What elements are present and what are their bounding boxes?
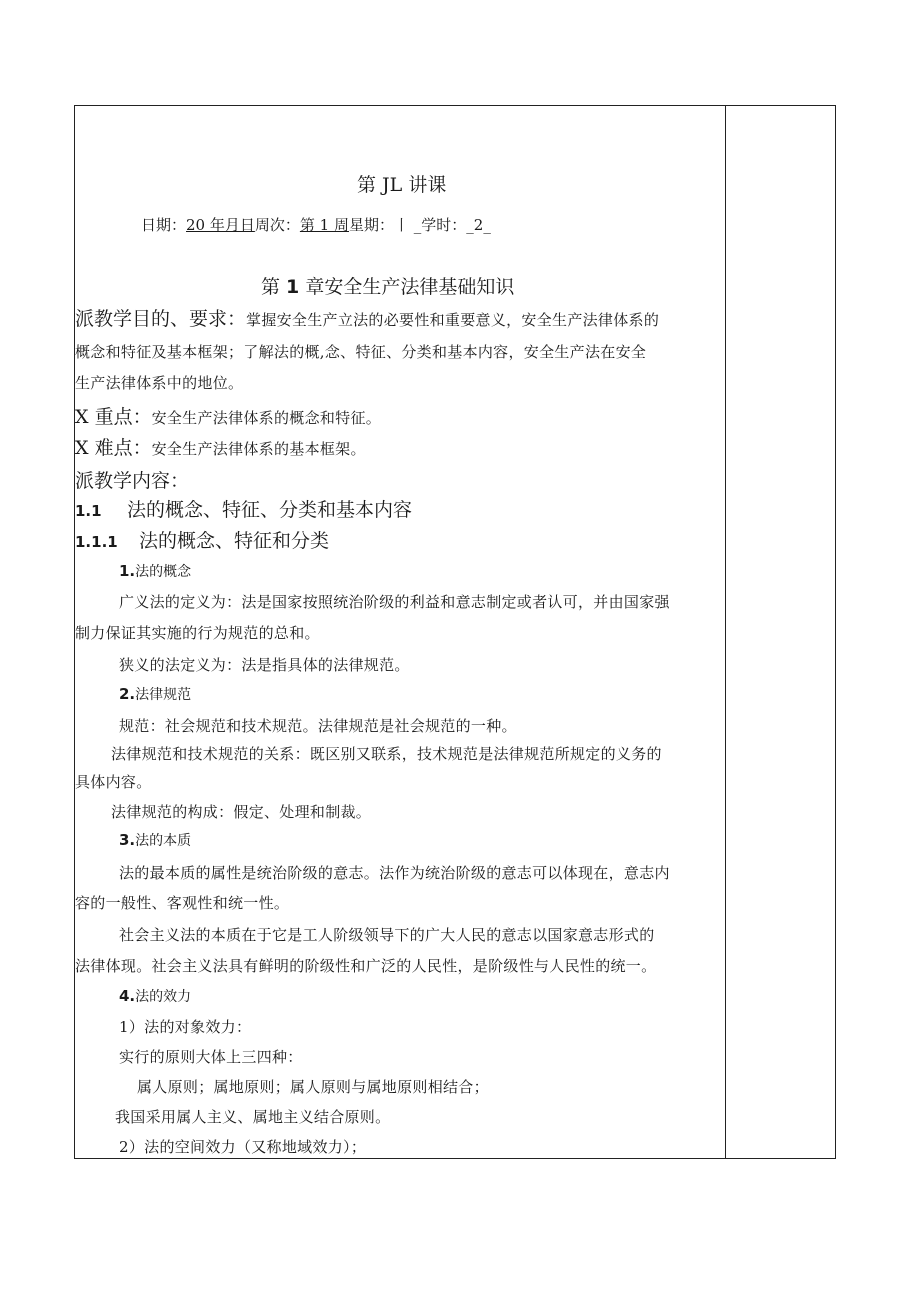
paragraph-1-line-2: 制力保证其实施的行为规范的总和。	[75, 624, 320, 642]
paragraph-10: 属人原则；属地原则；属人原则与属地原则相结合；	[137, 1078, 489, 1096]
objectives-label: 派教学目的、要求：	[75, 308, 247, 330]
heading-3	[119, 830, 191, 850]
objectives-line-1	[75, 304, 659, 331]
chapter-title	[261, 272, 514, 299]
week-label: 周次：	[254, 216, 300, 234]
difficult-point-text: 安全生产法律体系的基本框架。	[151, 440, 366, 458]
section-1-1-1	[75, 526, 329, 553]
key-point-label: X 重点：	[75, 406, 152, 428]
heading-3-number: 3.	[119, 831, 136, 849]
chapter-prefix: 第	[261, 276, 287, 298]
paragraph-9: 实行的原则大体上三四种：	[119, 1048, 303, 1066]
hours-value: _2_	[466, 216, 491, 234]
heading-1-title: 法的概念	[135, 564, 192, 580]
section-1-1-1-title: 法的概念、特征和分类	[139, 530, 330, 552]
hours-label: 学时：	[421, 216, 467, 234]
date-line	[141, 214, 491, 235]
section-1-1-1-number: 1.1.1	[75, 533, 118, 551]
paragraph-6-line-1: 法的最本质的属性是统治阶级的意志。法作为统治阶级的意志可以体现在，意志内	[119, 864, 670, 882]
column-divider	[725, 106, 726, 1158]
key-point	[75, 402, 381, 429]
paragraph-3: 规范：社会规范和技术规范。法律规范是社会规范的一种。	[119, 717, 517, 735]
paragraph-5: 法律规范的构成：假定、处理和制裁。	[111, 803, 372, 821]
chapter-number: 1	[286, 276, 300, 298]
paragraph-1-line-1: 广义法的定义为：法是国家按照统治阶级的利益和意志制定或者认可，并由国家强	[119, 593, 670, 611]
heading-1	[119, 561, 191, 581]
heading-2-number: 2.	[119, 685, 136, 703]
objectives-line-3: 生产法律体系中的地位。	[75, 374, 244, 392]
objectives-text-1: 掌握安全生产立法的必要性和重要意义，安全生产法律体系的	[246, 311, 660, 329]
heading-2	[119, 684, 191, 704]
heading-4-title: 法的效力	[135, 989, 192, 1005]
section-1-1	[75, 495, 412, 522]
heading-1-number: 1.	[119, 562, 136, 580]
lesson-table	[74, 105, 836, 1159]
section-1-1-title: 法的概念、特征、分类和基本内容	[127, 499, 413, 521]
heading-4-number: 4.	[119, 987, 136, 1005]
paragraph-12: 2）法的空间效力（又称地域效力）；	[119, 1138, 367, 1156]
day-label: 星期：	[348, 216, 394, 234]
lecture-title: 第 JL 讲课	[357, 174, 447, 196]
section-1-1-number: 1.1	[75, 502, 102, 520]
key-point-text: 安全生产法律体系的概念和特征。	[151, 409, 382, 427]
date-value: 20 年月日	[186, 216, 255, 234]
paragraph-7-line-1: 社会主义法的本质在于它是工人阶级领导下的广大人民的意志以国家意志形式的	[119, 926, 655, 944]
heading-4	[119, 986, 191, 1006]
heading-2-title: 法律规范	[135, 687, 192, 703]
paragraph-8: 1）法的对象效力：	[119, 1018, 252, 1036]
paragraph-11: 我国采用属人主义、属地主义结合原则。	[115, 1108, 391, 1126]
difficult-point	[75, 433, 366, 460]
content-label: 派教学内容：	[75, 470, 190, 492]
paragraph-6-line-2: 容的一般性、客观性和统一性。	[75, 894, 290, 912]
date-label: 日期：	[141, 216, 187, 234]
objectives-line-2: 概念和特征及基本框架；了解法的概,念、特征、分类和基本内容，安全生产法在安全	[75, 343, 647, 361]
paragraph-2: 狭义的法定义为：法是指具体的法律规范。	[119, 656, 410, 674]
day-value: 丨 _	[394, 216, 422, 234]
week-value: 第 1 周	[299, 216, 349, 234]
heading-3-title: 法的本质	[135, 833, 192, 849]
chapter-suffix: 章安全生产法律基础知识	[299, 276, 515, 298]
paragraph-4-line-2: 具体内容。	[75, 773, 152, 791]
paragraph-7-line-2: 法律体现。社会主义法具有鲜明的阶级性和广泛的人民性，是阶级性与人民性的统一。	[75, 957, 657, 975]
paragraph-4-line-1: 法律规范和技术规范的关系：既区别又联系，技术规范是法律规范所规定的义务的	[111, 745, 662, 763]
difficult-point-label: X 难点：	[75, 437, 152, 459]
